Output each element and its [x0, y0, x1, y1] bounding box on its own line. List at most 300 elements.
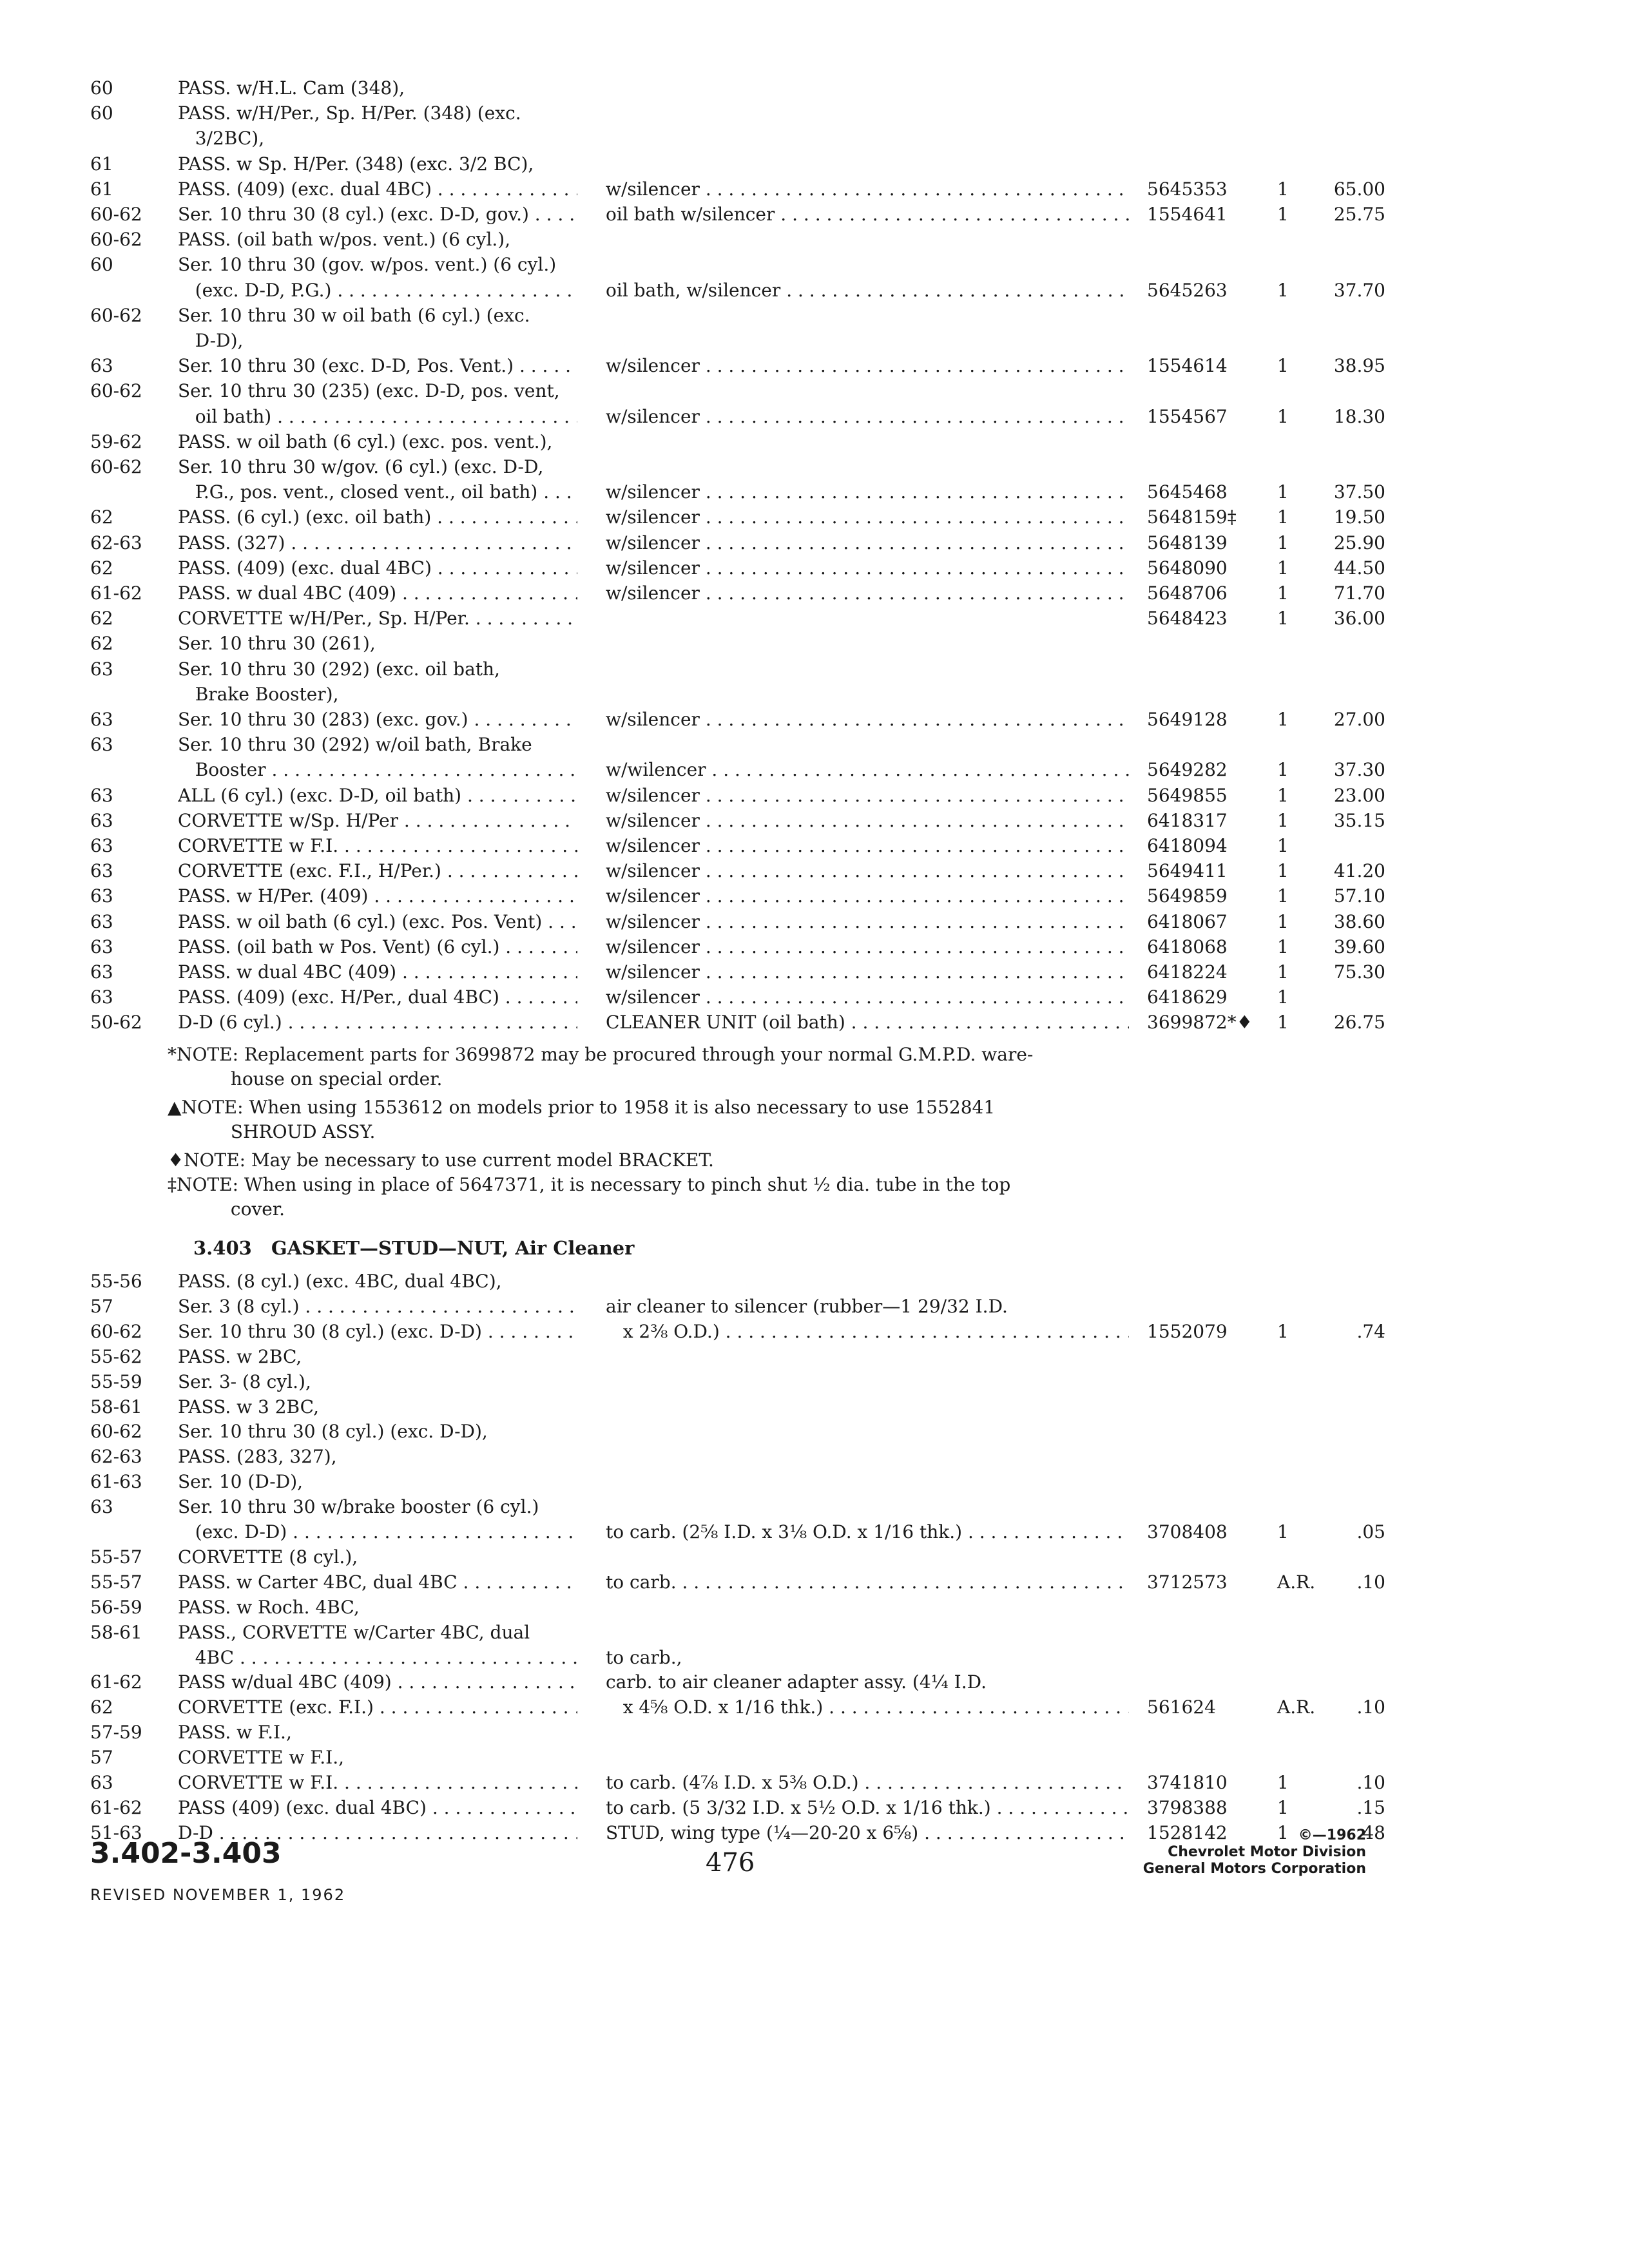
part-number: 5648090: [1147, 557, 1228, 579]
table-row: [90, 278, 1385, 303]
part-description: w/wilencer . . .: [606, 758, 1129, 782]
part-description: to carb. (5 3/32 I.D. x 5½ O.D. x 1/16 thk.) . . .: [606, 1796, 1129, 1820]
list-price: 41.20: [1333, 860, 1385, 882]
table-row: [90, 1010, 1385, 1035]
model-year: 60-62: [90, 1421, 142, 1443]
quantity: 1: [1277, 1796, 1289, 1818]
table-row: [90, 1620, 1315, 1645]
table-row: [90, 1771, 1385, 1795]
footer-revised-date: REVISED NOVEMBER 1, 1962: [90, 1886, 346, 1904]
quantity: 1: [1277, 1821, 1289, 1843]
table-row: [90, 682, 1315, 707]
model-applicability: Brake Booster),: [178, 683, 339, 705]
model-applicability: PASS. (oil bath w Pos. Vent) (6 cyl.) . . .: [178, 935, 577, 959]
table-row: [90, 152, 1315, 177]
part-number: 6418629: [1147, 986, 1228, 1008]
list-price: 26.75: [1333, 1012, 1385, 1033]
model-year: 57: [90, 1295, 113, 1317]
quantity: 1: [1277, 608, 1289, 629]
part-description: w/silencer . . .: [606, 480, 1129, 505]
model-year: 55-57: [90, 1546, 142, 1568]
part-number: 5649859: [1147, 885, 1228, 907]
table-row: [90, 480, 1385, 505]
model-applicability: CORVETTE w/H/Per., Sp. H/Per. . . .: [178, 606, 577, 631]
part-number: 1554641: [1147, 204, 1228, 225]
quantity: 1: [1277, 910, 1289, 932]
model-year: 55-56: [90, 1271, 142, 1292]
model-applicability: Ser. 10 thru 30 w/gov. (6 cyl.) (exc. D-D,: [178, 456, 544, 477]
model-applicability: PASS. w oil bath (6 cyl.) (exc. pos. vent.),: [178, 430, 553, 452]
model-applicability: PASS. w 3 2BC,: [178, 1396, 319, 1418]
quantity: 1: [1277, 532, 1289, 553]
list-price: 25.90: [1333, 532, 1385, 553]
part-number: 5649855: [1147, 784, 1228, 806]
table-row: [90, 631, 1315, 656]
table-row: [90, 657, 1315, 682]
model-applicability: 4BC . . .: [178, 1646, 577, 1670]
model-year: 63: [90, 860, 113, 882]
quantity: 1: [1277, 1772, 1289, 1793]
quantity: A.R.: [1277, 1696, 1316, 1718]
model-applicability: PASS. (oil bath w/pos. vent.) (6 cyl.),: [178, 229, 511, 251]
table-row: [90, 606, 1385, 631]
model-applicability: Ser. 10 thru 30 (8 cyl.) (exc. D-D),: [178, 1421, 488, 1443]
model-applicability: PASS (409) (exc. dual 4BC) . . .: [178, 1796, 577, 1820]
part-description: w/silencer . . .: [606, 834, 1129, 858]
section-title: GASKET—STUD—NUT, Air Cleaner: [271, 1237, 635, 1259]
quantity: 1: [1277, 1012, 1289, 1033]
table-row: [90, 1796, 1385, 1820]
part-number: 3699872*♦: [1147, 1012, 1253, 1033]
quantity: 1: [1277, 784, 1289, 806]
model-applicability: (exc. D-D) . . .: [178, 1520, 577, 1544]
quantity: 1: [1277, 1320, 1289, 1342]
table-row: [90, 227, 1315, 252]
list-price: 75.30: [1333, 961, 1385, 983]
list-price: 37.70: [1333, 279, 1385, 301]
table-row: [90, 985, 1315, 1010]
model-applicability: Booster . . .: [178, 758, 577, 782]
model-year: 60-62: [90, 1320, 142, 1342]
list-price: 27.00: [1333, 709, 1385, 730]
table-row: [90, 329, 1315, 353]
table-row: [90, 1595, 1315, 1620]
table-row: [90, 707, 1385, 732]
model-year: 59-62: [90, 430, 142, 452]
part-description: w/silencer . . .: [606, 910, 1129, 934]
model-year: 63: [90, 658, 113, 680]
model-year: 60: [90, 102, 113, 124]
model-applicability: PASS., CORVETTE w/Carter 4BC, dual: [178, 1621, 530, 1643]
table-row: [90, 1720, 1315, 1745]
part-number: 6418068: [1147, 936, 1228, 957]
part-description: w/silencer . . .: [606, 581, 1129, 606]
model-applicability: P.G., pos. vent., closed vent., oil bath) . . .: [178, 480, 577, 505]
table-row: [90, 101, 1315, 126]
part-description: w/silencer . . .: [606, 505, 1129, 530]
table-row: [90, 581, 1385, 606]
list-price: .10: [1356, 1696, 1385, 1718]
part-description: to carb. (2⅝ I.D. x 3⅛ O.D. x 1/16 thk.) . . .: [606, 1520, 1129, 1544]
part-number: 1528142: [1147, 1821, 1228, 1843]
quantity: 1: [1277, 809, 1289, 831]
note-line: cover.: [168, 1198, 285, 1220]
model-applicability: D-D),: [178, 330, 244, 351]
model-applicability: PASS. w/H/Per., Sp. H/Per. (348) (exc.: [178, 102, 521, 124]
model-year: 60-62: [90, 380, 142, 402]
model-applicability: Ser. 10 thru 30 (261),: [178, 633, 376, 655]
part-description: w/silencer . . .: [606, 354, 1129, 378]
model-year: 60-62: [90, 204, 142, 225]
table-row: [90, 1495, 1315, 1519]
part-number: 1554567: [1147, 405, 1228, 427]
table-row: [90, 354, 1385, 378]
model-year: 55-62: [90, 1345, 142, 1367]
model-applicability: CORVETTE w/Sp. H/Per . . .: [178, 809, 577, 833]
model-applicability: CORVETTE w F.I. . . .: [178, 1771, 577, 1795]
table-row: [90, 1695, 1385, 1720]
model-year: 61-62: [90, 582, 142, 604]
model-year: 62: [90, 633, 113, 655]
table-row: [90, 1294, 1315, 1319]
part-number: 3708408: [1147, 1521, 1228, 1542]
table-row: [90, 1520, 1385, 1544]
table-row: [90, 76, 1315, 101]
list-price: 39.60: [1333, 936, 1385, 957]
model-year: 57-59: [90, 1722, 142, 1744]
model-year: 57: [90, 1747, 113, 1769]
table-row: [90, 783, 1385, 808]
model-applicability: CORVETTE (exc. F.I., H/Per.) . . .: [178, 859, 577, 883]
model-applicability: PASS. w Carter 4BC, dual 4BC . . .: [178, 1570, 577, 1595]
model-applicability: (exc. D-D, P.G.) . . .: [178, 278, 577, 303]
table-row: [90, 859, 1385, 883]
model-applicability: PASS. w/H.L. Cam (348),: [178, 77, 405, 99]
model-applicability: CORVETTE w F.I.,: [178, 1747, 345, 1769]
part-description: w/silencer . . .: [606, 405, 1129, 429]
part-number: 1554614: [1147, 355, 1228, 377]
quantity: 1: [1277, 481, 1289, 503]
table-row: [90, 1670, 1315, 1695]
list-price: 38.60: [1333, 910, 1385, 932]
part-number: 5645468: [1147, 481, 1228, 503]
quantity: 1: [1277, 936, 1289, 957]
note-line: ▲NOTE: When using 1553612 on models prior to 1958 it is also necessary to use 1552841: [168, 1097, 996, 1118]
model-year: 62-63: [90, 1446, 142, 1468]
table-row: [90, 1745, 1315, 1770]
part-description: carb. to air cleaner adapter assy. (4¼ I.D.: [606, 1671, 987, 1693]
model-applicability: Ser. 10 thru 30 (235) (exc. D-D, pos. vent,: [178, 380, 560, 402]
part-number: 5645353: [1147, 178, 1228, 200]
model-applicability: PASS. (409) (exc. H/Per., dual 4BC) . . .: [178, 985, 577, 1010]
footer-section-range: 3.402-3.403: [90, 1837, 282, 1870]
part-description: x 2⅜ O.D.) . . .: [606, 1320, 1129, 1344]
footer-copyright: [1143, 1827, 1366, 1878]
part-number: 6418067: [1147, 910, 1228, 932]
model-year: 61: [90, 178, 113, 200]
model-year: 62: [90, 506, 113, 528]
quantity: 1: [1277, 1521, 1289, 1542]
model-applicability: PASS. (8 cyl.) (exc. 4BC, dual 4BC),: [178, 1271, 502, 1292]
model-year: 58-61: [90, 1396, 142, 1418]
list-price: .74: [1356, 1320, 1385, 1342]
table-row: [90, 1646, 1315, 1670]
part-description: w/silencer . . .: [606, 783, 1129, 808]
list-price: 37.30: [1333, 759, 1385, 781]
model-year: 62: [90, 1696, 113, 1718]
list-price: 57.10: [1333, 885, 1385, 907]
list-price: 36.00: [1333, 608, 1385, 629]
quantity: A.R.: [1277, 1571, 1316, 1593]
part-number: 5648706: [1147, 582, 1228, 604]
note-line: house on special order.: [168, 1068, 443, 1090]
list-price: 44.50: [1333, 557, 1385, 579]
quantity: 1: [1277, 557, 1289, 579]
part-number: 3741810: [1147, 1772, 1228, 1793]
table-row: [90, 1320, 1385, 1344]
list-price: 18.30: [1333, 405, 1385, 427]
model-year: 51-63: [90, 1821, 142, 1843]
quantity: 1: [1277, 506, 1289, 528]
model-year: 58-61: [90, 1621, 142, 1643]
model-year: 63: [90, 784, 113, 806]
table-row: [90, 1445, 1315, 1469]
model-year: 63: [90, 986, 113, 1008]
model-applicability: PASS. w oil bath (6 cyl.) (exc. Pos. Vent) . . .: [178, 910, 577, 934]
quantity: 1: [1277, 759, 1289, 781]
table-row: [90, 505, 1385, 530]
part-description: STUD, wing type (¼—20-20 x 6⅝) . . .: [606, 1821, 1129, 1845]
part-number: 5648423: [1147, 608, 1228, 629]
model-applicability: PASS. w dual 4BC (409) . . .: [178, 581, 577, 606]
note-line: *NOTE: Replacement parts for 3699872 may be procured through your normal G.M.P.D. ware-: [168, 1044, 1034, 1065]
model-applicability: Ser. 10 thru 30 (283) (exc. gov.) . . .: [178, 707, 577, 732]
model-applicability: PASS. w dual 4BC (409) . . .: [178, 960, 577, 985]
part-number: 5649128: [1147, 709, 1228, 730]
model-year: 61-62: [90, 1796, 142, 1818]
note-line: SHROUD ASSY.: [168, 1121, 376, 1142]
model-applicability: Ser. 10 thru 30 (gov. w/pos. vent.) (6 cyl.): [178, 254, 557, 276]
table-row: [90, 1370, 1315, 1394]
quantity: 1: [1277, 355, 1289, 377]
model-year: 60-62: [90, 456, 142, 477]
model-year: 63: [90, 734, 113, 756]
model-applicability: PASS. w Sp. H/Per. (348) (exc. 3/2 BC),: [178, 153, 534, 175]
part-description: w/silencer . . .: [606, 985, 1129, 1010]
list-price: 38.95: [1333, 355, 1385, 377]
model-applicability: PASS. (409) (exc. dual 4BC) . . .: [178, 556, 577, 581]
model-applicability: PASS. w 2BC,: [178, 1345, 302, 1367]
model-year: 61-62: [90, 1671, 142, 1693]
model-applicability: D-D (6 cyl.) . . .: [178, 1010, 577, 1035]
list-price: 65.00: [1333, 178, 1385, 200]
list-price: .10: [1356, 1772, 1385, 1793]
section-number: 3.403: [193, 1237, 252, 1259]
model-applicability: Ser. 3 (8 cyl.) . . .: [178, 1294, 577, 1319]
part-description: w/silencer . . .: [606, 177, 1129, 202]
quantity: 1: [1277, 835, 1289, 856]
section-heading: [193, 1236, 634, 1260]
quantity: 1: [1277, 986, 1289, 1008]
part-number: 5648159‡: [1147, 506, 1237, 528]
quantity: 1: [1277, 582, 1289, 604]
table-row: [90, 202, 1385, 227]
model-year: 63: [90, 835, 113, 856]
list-price: 35.15: [1333, 809, 1385, 831]
model-applicability: Ser. 10 thru 30 (exc. D-D, Pos. Vent.) . . .: [178, 354, 577, 378]
model-year: 60: [90, 254, 113, 276]
part-description: oil bath, w/silencer . . .: [606, 278, 1129, 303]
part-description: w/silencer . . .: [606, 556, 1129, 581]
model-year: 63: [90, 1496, 113, 1518]
table-row: [90, 126, 1315, 151]
table-row: [90, 253, 1315, 277]
list-price: 71.70: [1333, 582, 1385, 604]
part-number: 5645263: [1147, 279, 1228, 301]
division-name: Chevrolet Motor Division: [1168, 1844, 1366, 1860]
list-price: .05: [1356, 1521, 1385, 1542]
list-price: 23.00: [1333, 784, 1385, 806]
model-applicability: Ser. 10 thru 30 w/brake booster (6 cyl.): [178, 1496, 539, 1518]
table-row: [90, 1269, 1315, 1294]
corporation-name: General Motors Corporation: [1142, 1861, 1366, 1877]
model-year: 60-62: [90, 304, 142, 326]
quantity: 1: [1277, 405, 1289, 427]
model-applicability: ALL (6 cyl.) (exc. D-D, oil bath) . . .: [178, 783, 577, 808]
part-number: 561624: [1147, 1696, 1216, 1718]
table-row: [90, 177, 1385, 202]
model-applicability: PASS. (6 cyl.) (exc. oil bath) . . .: [178, 505, 577, 530]
model-year: 63: [90, 1772, 113, 1793]
list-price: 19.50: [1333, 506, 1385, 528]
list-price: 37.50: [1333, 481, 1385, 503]
part-description: CLEANER UNIT (oil bath) . . .: [606, 1010, 1129, 1035]
part-description: x 4⅝ O.D. x 1/16 thk.) . . .: [606, 1695, 1129, 1720]
table-row: [90, 935, 1385, 959]
part-description: w/silencer . . .: [606, 809, 1129, 833]
table-row: [90, 884, 1385, 908]
part-number: 5648139: [1147, 532, 1228, 553]
part-description: w/silencer . . .: [606, 935, 1129, 959]
table-row: [90, 1395, 1315, 1419]
part-number: 5649411: [1147, 860, 1228, 882]
model-year: 56-59: [90, 1596, 142, 1618]
model-applicability: PASS. w Roch. 4BC,: [178, 1596, 360, 1618]
note-line: ‡NOTE: When using in place of 5647371, it is necessary to pinch shut ½ dia. tube in the top: [168, 1174, 1011, 1195]
part-number: 5649282: [1147, 759, 1228, 781]
model-applicability: PASS. w H/Per. (409) . . .: [178, 884, 577, 908]
table-row: [90, 1470, 1315, 1494]
part-description: to carb. . . .: [606, 1570, 1129, 1595]
list-price: 48: [1362, 1821, 1385, 1843]
part-description: to carb. (4⅞ I.D. x 5⅜ O.D.) . . .: [606, 1771, 1129, 1795]
quantity: 1: [1277, 279, 1289, 301]
quantity: 1: [1277, 961, 1289, 983]
page-number: 476: [706, 1848, 755, 1878]
model-applicability: CORVETTE (8 cyl.),: [178, 1546, 358, 1568]
list-price: 25.75: [1333, 204, 1385, 225]
model-applicability: Ser. 3- (8 cyl.),: [178, 1370, 311, 1392]
table-row: [90, 758, 1385, 782]
table-row: [90, 379, 1315, 403]
part-number: 3712573: [1147, 1571, 1228, 1593]
model-applicability: Ser. 10 thru 30 (8 cyl.) (exc. D-D, gov.) . . .: [178, 202, 577, 227]
model-year: 55-57: [90, 1571, 142, 1593]
list-price: .10: [1356, 1571, 1385, 1593]
model-year: 61: [90, 153, 113, 175]
part-number: 6418317: [1147, 809, 1228, 831]
model-year: 63: [90, 809, 113, 831]
model-year: 62-63: [90, 532, 142, 553]
part-description: oil bath w/silencer . . .: [606, 202, 1129, 227]
model-year: 63: [90, 936, 113, 957]
model-applicability: PASS. (327) . . .: [178, 531, 577, 555]
model-applicability: Ser. 10 (D-D),: [178, 1471, 304, 1493]
model-applicability: 3/2BC),: [178, 128, 265, 149]
model-applicability: PASS. (409) (exc. dual 4BC) . . .: [178, 177, 577, 202]
part-description: w/silencer . . .: [606, 707, 1129, 732]
model-applicability: PASS. (283, 327),: [178, 1446, 337, 1468]
table-row: [90, 910, 1385, 934]
table-row: [90, 1345, 1315, 1369]
model-year: 62: [90, 608, 113, 629]
part-description: w/silencer . . .: [606, 884, 1129, 908]
model-year: 63: [90, 885, 113, 907]
model-year: 62: [90, 557, 113, 579]
model-year: 63: [90, 910, 113, 932]
part-number: 1552079: [1147, 1320, 1228, 1342]
model-applicability: CORVETTE w F.I. . . .: [178, 834, 577, 858]
model-year: 63: [90, 709, 113, 730]
table-row: [90, 430, 1315, 454]
model-year: 50-62: [90, 1012, 142, 1033]
quantity: 1: [1277, 178, 1289, 200]
table-row: [90, 834, 1315, 858]
model-year: 60-62: [90, 229, 142, 251]
quantity: 1: [1277, 709, 1289, 730]
model-applicability: oil bath) . . .: [178, 405, 577, 429]
quantity: 1: [1277, 204, 1289, 225]
table-row: [90, 1545, 1315, 1570]
part-description: w/silencer . . .: [606, 859, 1129, 883]
table-row: [90, 405, 1385, 429]
part-number: 6418094: [1147, 835, 1228, 856]
model-applicability: Ser. 10 thru 30 (292) (exc. oil bath,: [178, 658, 500, 680]
model-applicability: PASS. w F.I.,: [178, 1722, 292, 1744]
model-applicability: Ser. 10 thru 30 (292) w/oil bath, Brake: [178, 734, 532, 756]
table-row: [90, 1419, 1315, 1444]
model-year: 63: [90, 961, 113, 983]
model-applicability: D-D . . .: [178, 1821, 577, 1845]
model-year: 61-63: [90, 1471, 142, 1493]
table-row: [90, 531, 1385, 555]
table-row: [90, 809, 1385, 833]
part-description: w/silencer . . .: [606, 960, 1129, 985]
part-number: 3798388: [1147, 1796, 1228, 1818]
part-description: air cleaner to silencer (rubber—1 29/32 I.D.: [606, 1295, 1008, 1317]
table-row: [90, 556, 1385, 581]
table-row: [90, 455, 1315, 479]
model-applicability: PASS w/dual 4BC (409) . . .: [178, 1670, 577, 1695]
part-description: w/silencer . . .: [606, 531, 1129, 555]
list-price: .15: [1356, 1796, 1385, 1818]
note-line: ♦NOTE: May be necessary to use current model BRACKET.: [168, 1149, 714, 1171]
table-row: [90, 960, 1385, 985]
quantity: 1: [1277, 860, 1289, 882]
quantity: 1: [1277, 885, 1289, 907]
model-applicability: CORVETTE (exc. F.I.) . . .: [178, 1695, 577, 1720]
table-row: [90, 303, 1315, 328]
